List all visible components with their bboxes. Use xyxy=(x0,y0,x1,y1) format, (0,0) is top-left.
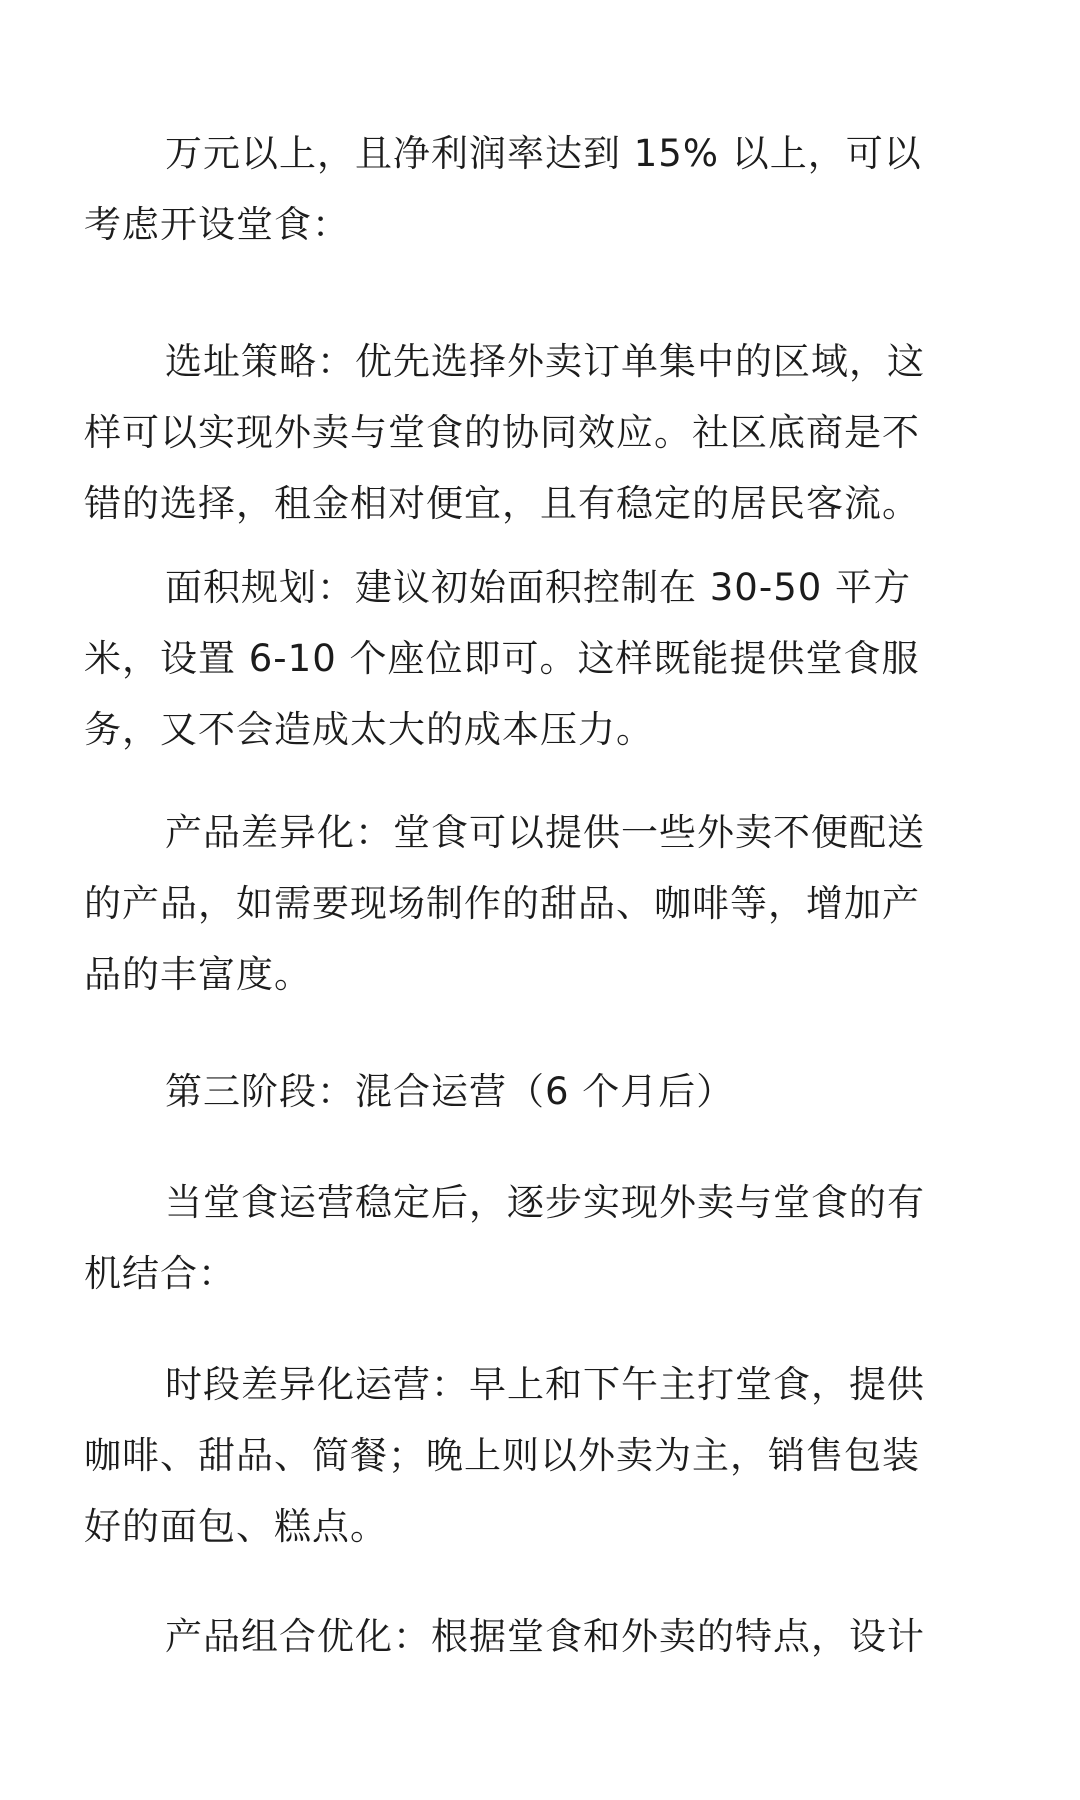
paragraph-product-mix xyxy=(84,1601,1014,1672)
text-line: 时段差异化运营：早上和下午主打堂食，提供 xyxy=(165,1363,925,1406)
text-line: 产品差异化：堂食可以提供一些外卖不便配送 xyxy=(165,811,925,854)
text-line: 选址策略：优先选择外卖订单集中的区域，这 xyxy=(165,340,925,383)
text-line: 好的面包、糕点。 xyxy=(84,1505,388,1548)
text-line: 米，设置 6-10 个座位即可。这样既能提供堂食服 xyxy=(84,637,920,680)
text-line: 样可以实现外卖与堂食的协同效应。社区底商是不 xyxy=(84,411,920,454)
paragraph-time-slot-operations xyxy=(84,1349,1014,1562)
paragraph-site-strategy xyxy=(84,326,1014,539)
paragraph-product-differentiation xyxy=(84,797,1014,1010)
text-line: 万元以上，且净利润率达到 15% 以上，可以 xyxy=(165,132,922,175)
text-line: 的产品，如需要现场制作的甜品、咖啡等，增加产 xyxy=(84,882,920,925)
text-line: 面积规划：建议初始面积控制在 30-50 平方 xyxy=(165,566,912,609)
text-line: 产品组合优化：根据堂食和外卖的特点，设计 xyxy=(165,1615,925,1658)
text-line: 当堂食运营稳定后，逐步实现外卖与堂食的有 xyxy=(165,1181,925,1224)
paragraph-stable-operations xyxy=(84,1167,1014,1309)
paragraph-area-planning xyxy=(84,552,1014,765)
text-line: 品的丰富度。 xyxy=(84,953,312,996)
text-line: 第三阶段：混合运营（6 个月后） xyxy=(165,1070,735,1113)
text-line: 考虑开设堂食： xyxy=(84,203,350,246)
section-heading-stage-three xyxy=(84,1056,1014,1127)
text-line: 机结合： xyxy=(84,1252,236,1295)
text-line: 错的选择，租金相对便宜，且有稳定的居民客流。 xyxy=(84,482,920,525)
paragraph-dine-in-threshold xyxy=(84,118,1014,260)
text-line: 务，又不会造成太大的成本压力。 xyxy=(84,708,654,751)
text-line: 咖啡、甜品、简餐；晚上则以外卖为主，销售包装 xyxy=(84,1434,920,1477)
